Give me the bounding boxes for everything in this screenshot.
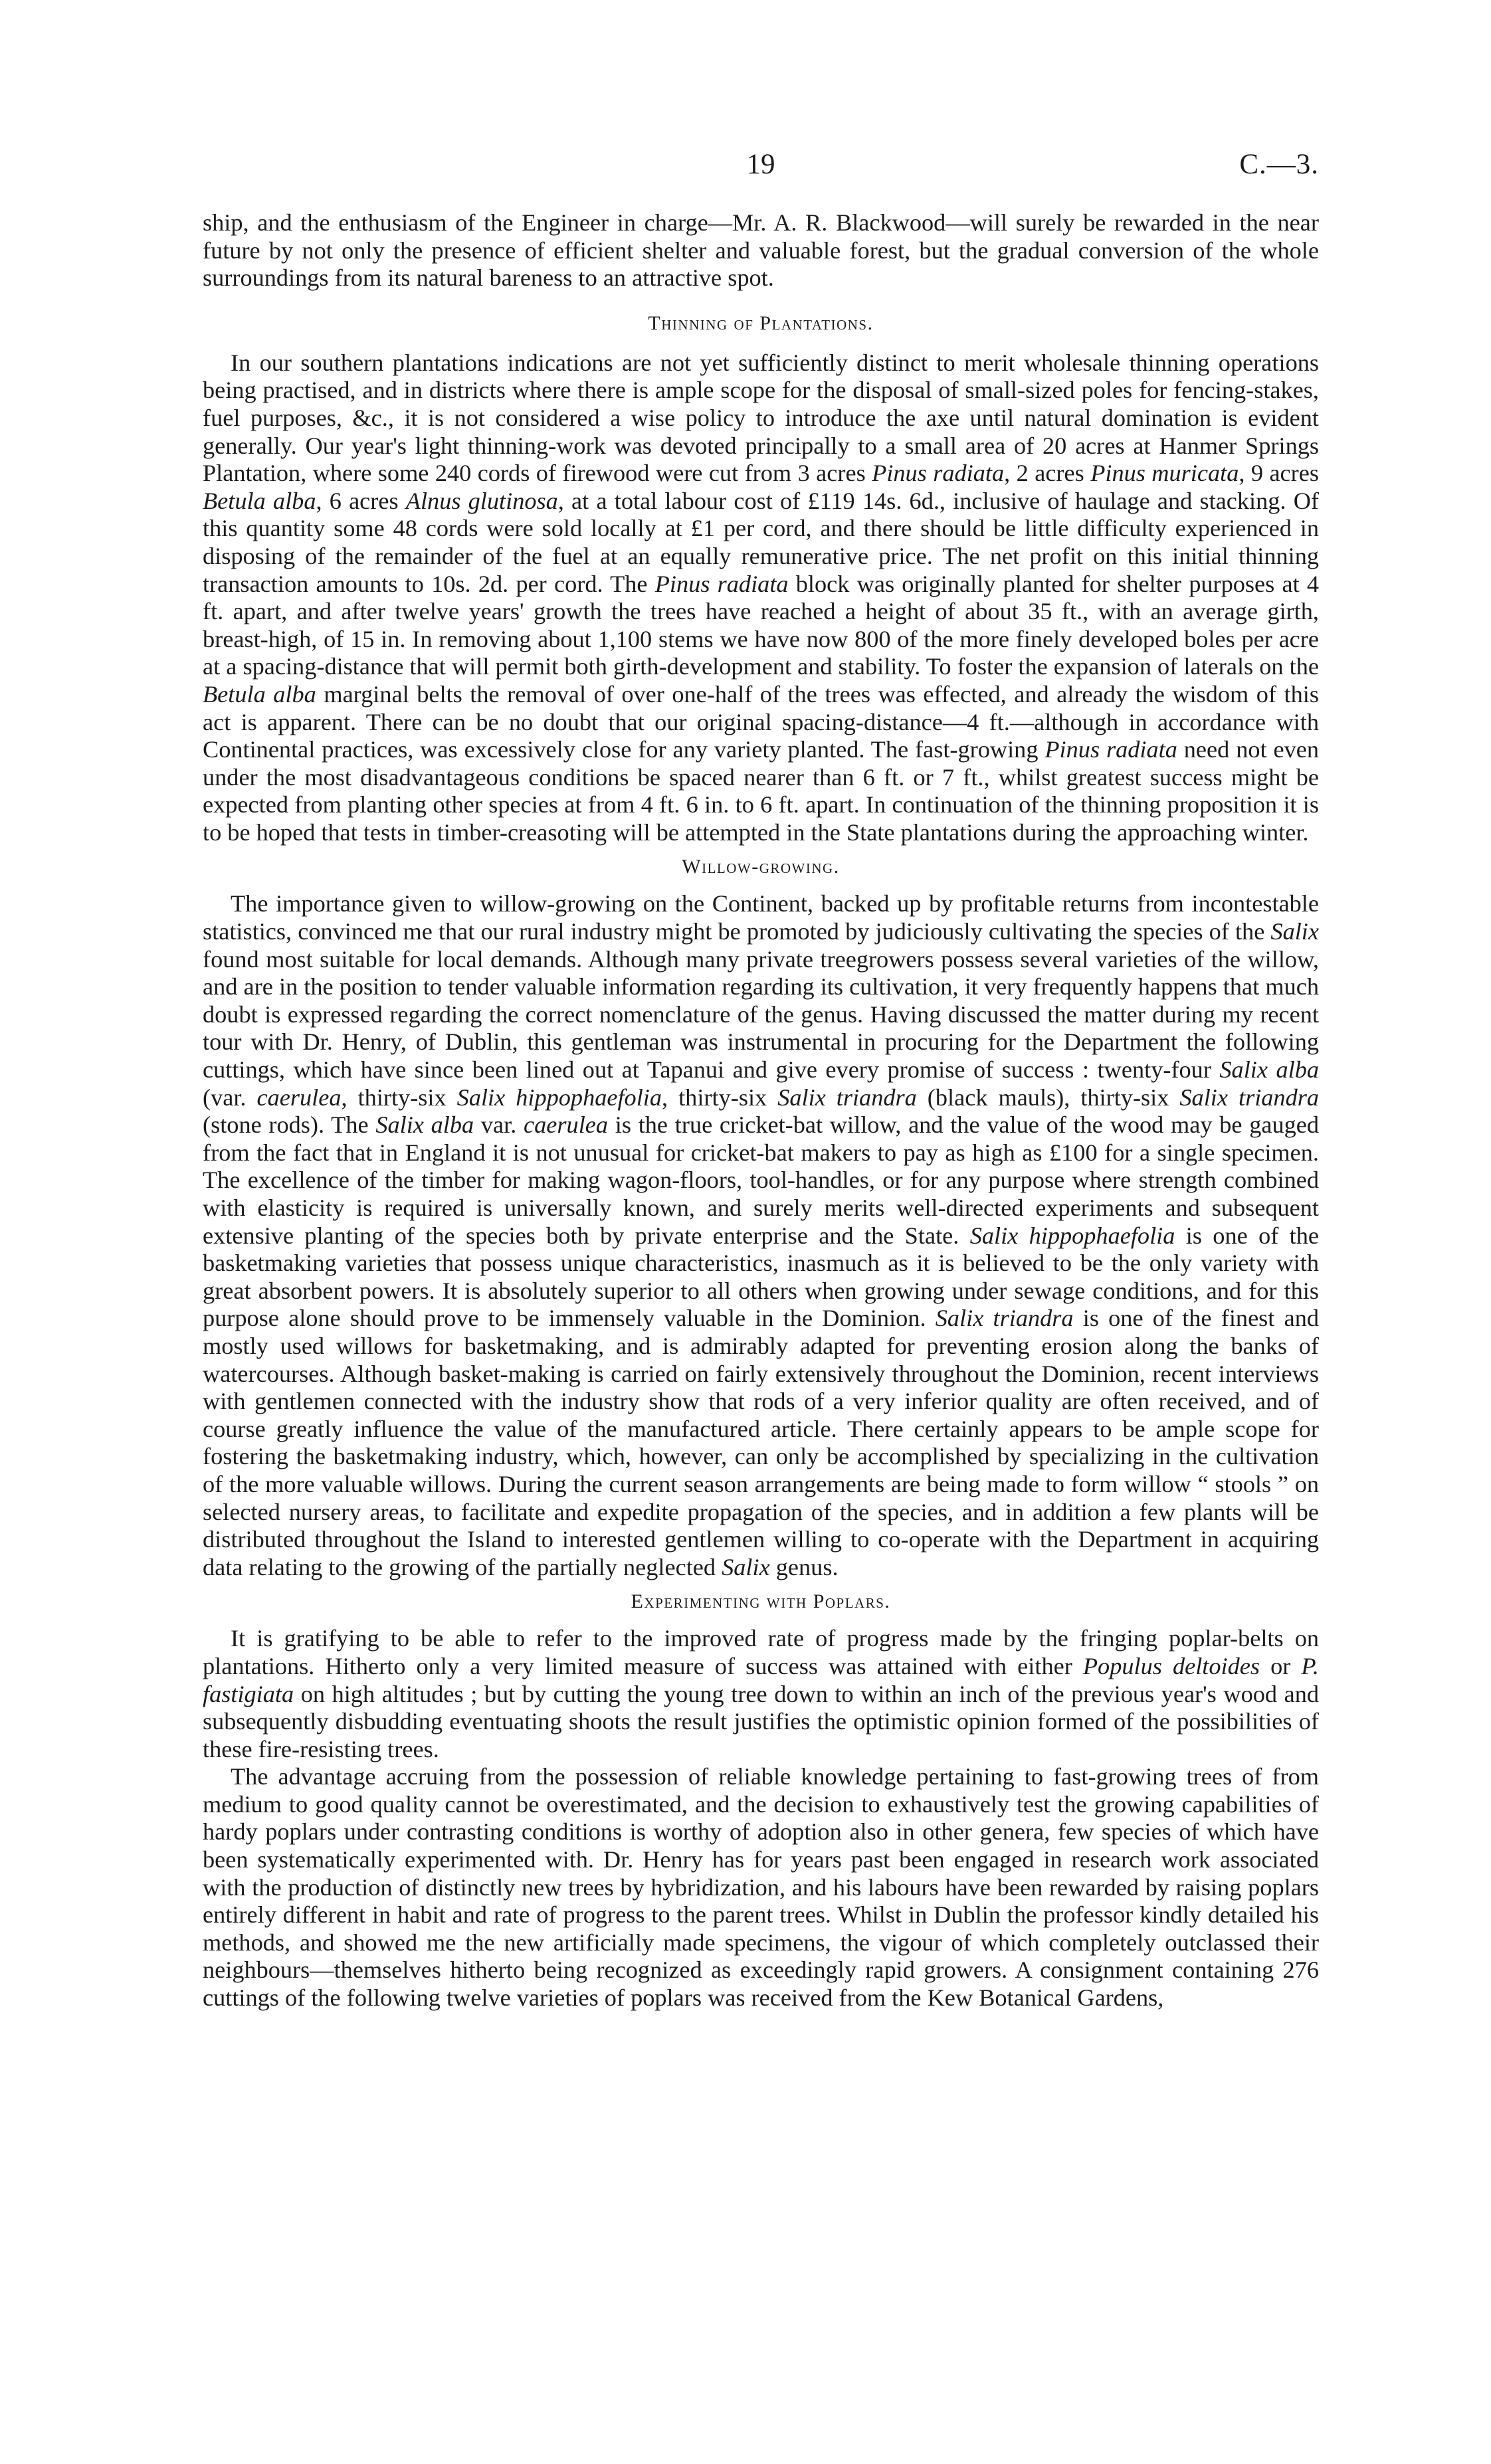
page-header <box>203 145 1319 185</box>
section-heading-thinning: Thinning of Plantations. <box>648 312 874 334</box>
thinning-paragraph: In our southern plantations indications are not yet sufficiently distinct to merit wholesale thinning operations being practised, and in districts where there is ample scope for the disposal of small-sized poles for fencing-stakes, fuel purposes, &c., it is not considered a wise policy to introduce the axe until natural domination is evident generally. Our year's light thinning-work was devoted principally to a small area of 20 acres at Hanmer Springs Plantation, where some 240 cords of firewood were cut from 3 acres Pinus radiata, 2 acres Pinus muricata, 9 acres Betula alba, 6 acres Alnus glutinosa, at a total labour cost of £119 14s. 6d., inclusive of haulage and stacking. Of this quantity some 48 cords were sold locally at £1 per cord, and there should be little difficulty experienced in disposing of the remainder of the fuel at an equally remunerative price. The net profit on this initial thinning transaction amounts to 10s. 2d. per cord. The Pinus radiata block was originally planted for shelter purposes at 4 ft. apart, and after twelve years' growth the trees have reached a height of about 35 ft., with an average girth, breast-high, of 15 in. In removing about 1,100 stems we have now 800 of the more finely developed boles per acre at a spacing-distance that will permit both girth-development and stability. To foster the expansion of laterals on the Betula alba marginal belts the removal of over one-half of the trees was effected, and already the wisdom of this act is apparent. There can be no doubt that our original spacing-distance—4 ft.—although in accordance with Continental practices, was excessively close for any variety planted. The fast-growing Pinus radiata need not even under the most disadvantageous conditions be spaced nearer than 6 ft. or 7 ft., whilst greatest success might be expected from planting other species at from 4 ft. 6 in. to 6 ft. apart. In continuation of the thinning proposition it is to be hoped that tests in timber-creasoting will be attempted in the State plantations during the approaching winter. <box>203 349 1320 846</box>
report-code: C.—3. <box>1239 149 1319 180</box>
willow-paragraph: The importance given to willow-growing on the Continent, backed up by profitable returns from incontestable statistics, convinced me that our rural industry might be promoted by judiciously cultivating the species of the Salix found most suitable for local demands. Although many private treegrowers possess several varieties of the willow, and are in the position to tender valuable information regarding its cultivation, it very frequently happens that much doubt is expressed regarding the correct nomenclature of the genus. Having discussed the matter during my recent tour with Dr. Henry, of Dublin, this gentleman was instrumental in procuring for the Department the following cuttings, which have since been lined out at Tapanui and give every promise of success : twenty-four Salix alba (var. caerulea, thirty-six Salix hippophaefolia, thirty-six Salix triandra (black mauls), thirty-six Salix triandra (stone rods). The Salix alba var. caerulea is the true cricket-bat willow, and the value of the wood may be gauged from the fact that in England it is not unusual for cricket-bat makers to pay as high as £100 for a single specimen. The excellence of the timber for making wagon-floors, tool-handles, or for any purpose where strength combined with elasticity is required is universally known, and surely merits well-directed experiments and subsequent extensive planting of the species both by private enterprise and the State. Salix hippophaefolia is one of the basketmaking varieties that possess unique characteristics, inasmuch as it is believed to be the only variety with great absorbent powers. It is absolutely superior to all others when growing under sewage conditions, and for this purpose alone should prove to be immensely valuable in the Dominion. Salix triandra is one of the finest and mostly used willows for basketmaking, and is admirably adapted for preventing erosion along the banks of watercourses. Although basket-making is carried on fairly extensively throughout the Dominion, recent interviews with gentlemen connected with the industry show that rods of a very inferior quality are often received, and of course greatly influence the value of the manufactured article. There certainly appears to be ample scope for fostering the basketmaking industry, which, however, can only be accomplished by specializing in the cultivation of the more valuable willows. During the current season arrangements are being made to form willow “ stools ” on selected nursery areas, to facilitate and expedite propagation of the species, and in addition a few plants will be distributed throughout the Island to interested gentlemen willing to co-operate with the Department in acquiring data relating to the growing of the partially neglected Salix genus. <box>203 890 1320 1580</box>
section-heading-willow: Willow-growing. <box>682 856 840 878</box>
poplars-paragraph-1: It is gratifying to be able to refer to the improved rate of progress made by the fringing poplar-belts on plantations. Hitherto only a very limited measure of success was attained with either Populus deltoides or P. fastigiata on high altitudes ; but by cutting the young tree down to within an inch of the previous year's wood and subsequently disbudding eventuating shoots the result justifies the optimistic opinion formed of the possibilities of these fire-resisting trees. <box>203 1625 1319 1762</box>
poplars-paragraph-2: The advantage accruing from the possession of reliable knowledge pertaining to fast-growing trees of from medium to good quality cannot be overestimated, and the decision to exhaustively test the growing capabilities of hardy poplars under contrasting conditions is worthy of adoption also in other genera, few species of which have been systematically experimented with. Dr. Henry has for years past been engaged in research work associated with the production of distinctly new trees by hybridization, and his labours have been rewarded by raising poplars entirely different in habit and rate of progress to the parent trees. Whilst in Dublin the professor kindly detailed his methods, and showed me the new artificially made specimens, the vigour of which completely outclassed their neighbours—themselves hitherto being recognized as exceedingly rapid growers. A consignment containing 276 cuttings of the following twelve varieties of poplars was received from the Kew Botanical Gardens, <box>203 1763 1319 2012</box>
body-text <box>203 209 1319 2012</box>
section-heading-poplars: Experimenting with Poplars. <box>631 1590 891 1613</box>
page-number: 19 <box>746 149 775 180</box>
intro-paragraph: ship, and the enthusiasm of the Engineer in charge—Mr. A. R. Blackwood—will surely be rewarded in the near future by not only the presence of efficient shelter and valuable forest, but the gradual conversion of the whole surroundings from its natural bareness to an attractive spot. <box>203 209 1319 292</box>
